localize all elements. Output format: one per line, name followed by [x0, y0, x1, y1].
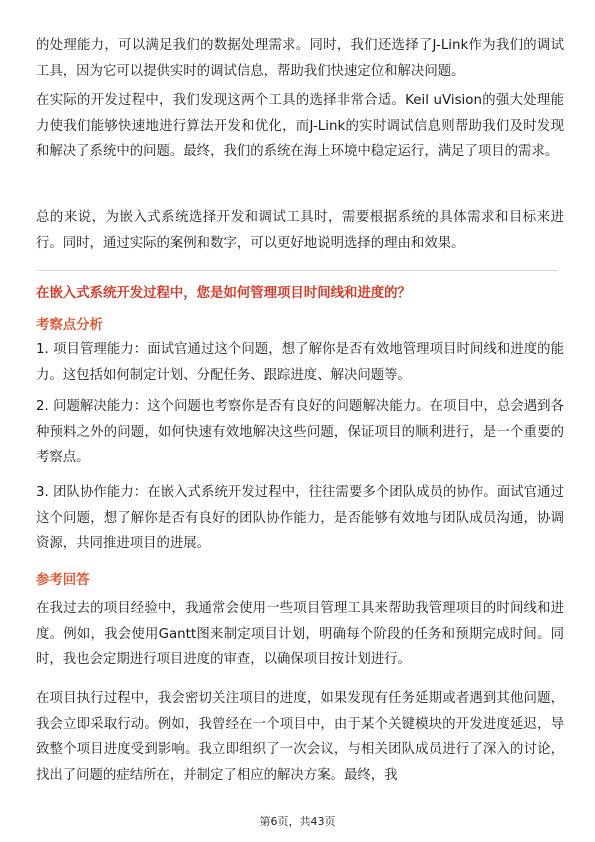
body-paragraph: 的处理能力，可以满足我们的数据处理需求。同时，我们还选择了J-Link作为我们的调试工具，因为它可以提供实时的调试信息，帮助我们快速定位和解决问题。	[36, 38, 564, 79]
answer-heading: 参考回答	[36, 573, 90, 588]
answer-paragraph: 在项目执行过程中，我会密切关注项目的进度，如果发现有任务延期或者遇到其他问题，我会立即采取行动。例如，我曾经在一个项目中，由于某个关键模块的开发进度延迟，导致整个项目进度受到影响。我立即组织了一次会议，与相关团队成员进行了深入的讨论，找出了问题的症结所在，并制定了相应的解决方案。最终，我	[36, 691, 564, 783]
analysis-item: 2. 问题解决能力：这个问题也考察你是否有良好的问题解决能力。在项目中，总会遇到各种预料之外的问题，如何快速有效地解决这些问题，保证项目的顺利进行，是一个重要的考察点。	[36, 399, 564, 466]
section-divider	[36, 270, 558, 271]
question-title: 在嵌入式系统开发过程中，您是如何管理项目时间线和进度的？	[36, 286, 411, 301]
body-paragraph: 在实际的开发过程中，我们发现这两个工具的选择非常合适。Keil uVision的强大处理能力使我们能够快速地进行算法开发和优化，而J-Link的实时调试信息则帮助我们及时发现和解决了系统中的问题。最终，我们的系统在海上环境中稳定运行，满足了项目的需求。	[36, 93, 564, 160]
answer-paragraph: 在我过去的项目经验中，我通常会使用一些项目管理工具来帮助我管理项目的时间线和进度。例如，我会使用Gantt图来制定项目计划，明确每个阶段的任务和预期完成时间。同时，我也会定期进行项目进度的审查，以确保项目按计划进行。	[36, 601, 564, 668]
analysis-item: 1. 项目管理能力：面试官通过这个问题，想了解你是否有效地管理项目时间线和进度的能力。这包括如何制定计划、分配任务、跟踪进度、解决问题等。	[36, 342, 564, 383]
body-paragraph: 总的来说，为嵌入式系统选择开发和调试工具时，需要根据系统的具体需求和目标来进行。同时，通过实际的案例和数字，可以更好地说明选择的理由和效果。	[36, 210, 564, 251]
analysis-heading: 考察点分析	[36, 318, 103, 333]
analysis-item: 3. 团队协作能力：在嵌入式系统开发过程中，往往需要多个团队成员的协作。面试官通过这个问题，想了解你是否有良好的团队协作能力，是否能够有效地与团队成员沟通，协调资源，共同推进项目的进展。	[36, 485, 564, 552]
page-number: 第6页，共43页	[259, 815, 336, 828]
